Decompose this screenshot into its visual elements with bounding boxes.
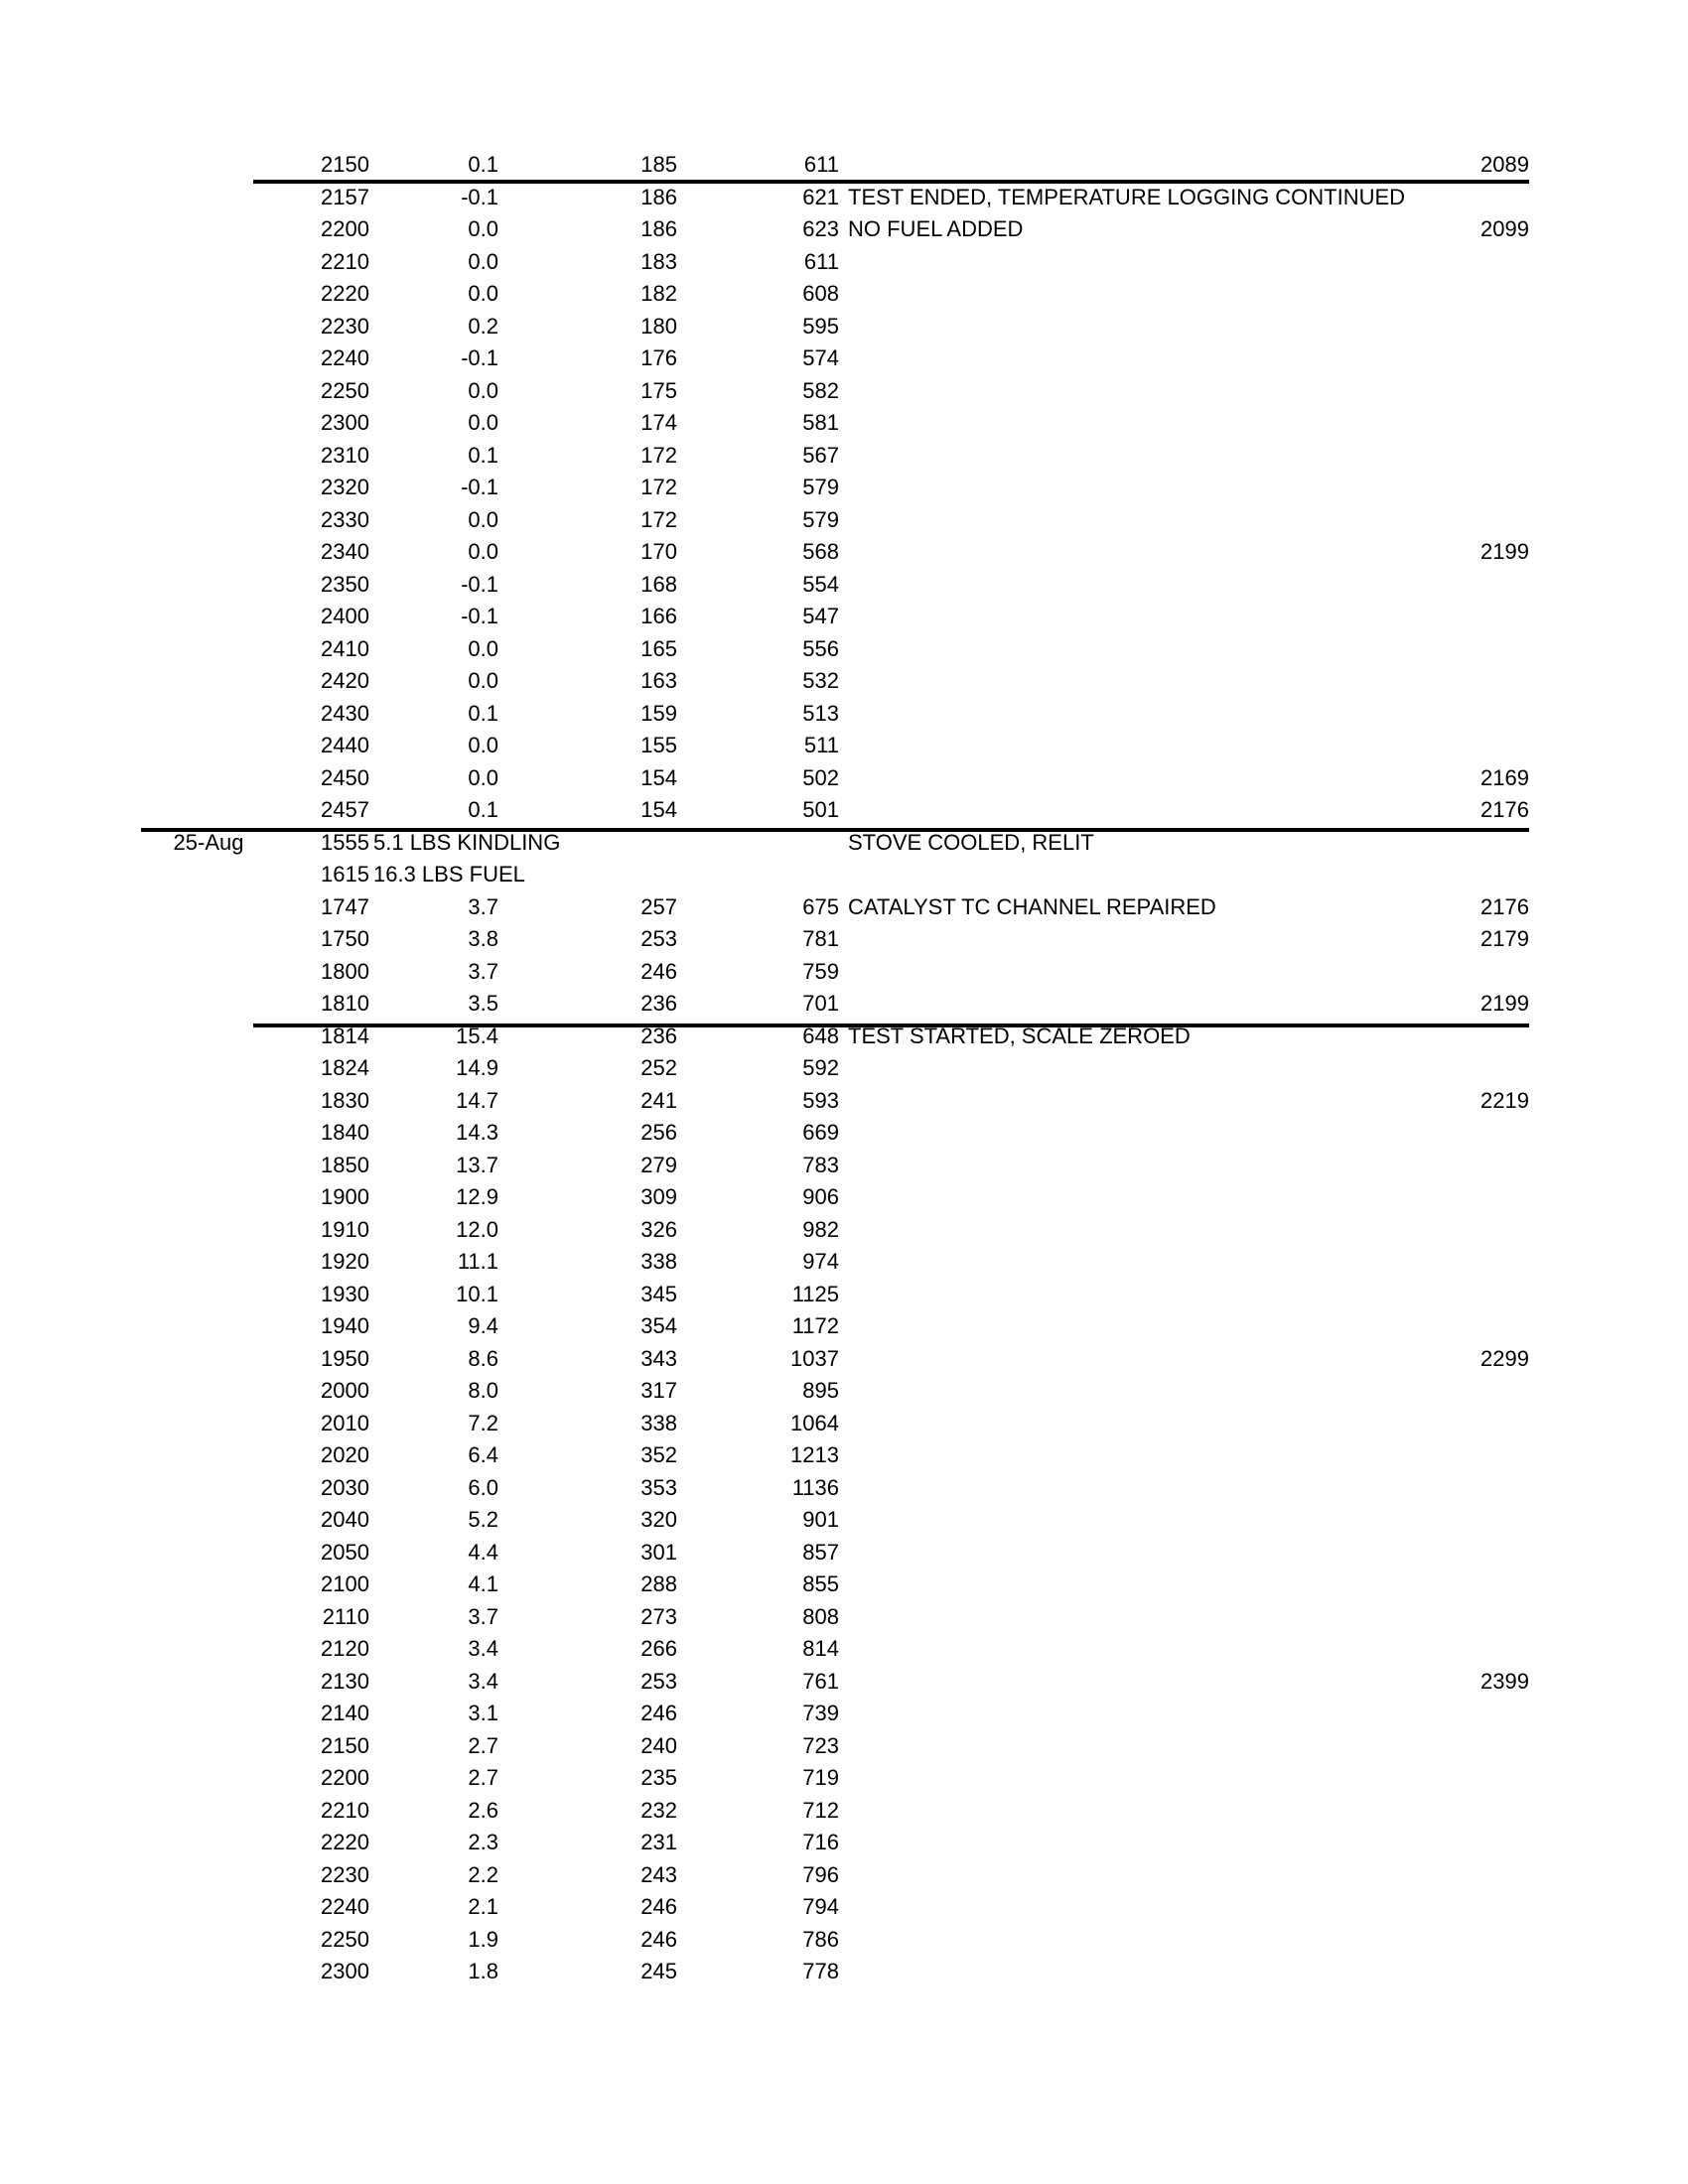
scale-weight-cell: 0.0 [468, 281, 498, 306]
catalyst-temp-cell: 675 [802, 893, 839, 919]
stack-temp-cell: 253 [640, 926, 677, 951]
time-cell: 2340 [321, 539, 369, 564]
table-row [0, 1537, 1688, 1570]
time-cell: 2240 [321, 345, 369, 370]
time-cell: 2230 [321, 1861, 369, 1887]
table-row [0, 1569, 1688, 1601]
table-row [0, 1117, 1688, 1150]
table-row [0, 1052, 1688, 1085]
stack-temp-cell: 172 [640, 475, 677, 499]
table-row [0, 1504, 1688, 1537]
stack-temp-cell: 186 [640, 216, 677, 241]
time-cell: 1910 [321, 1216, 369, 1242]
note-cell: TEST ENDED, TEMPERATURE LOGGING CONTINUED [848, 184, 1406, 209]
time-cell: 1555 [321, 829, 369, 855]
time-cell: 2220 [321, 1830, 369, 1854]
table-row [0, 213, 1688, 246]
table-row [0, 1472, 1688, 1505]
catalyst-temp-cell: 1125 [791, 1281, 839, 1306]
table-row [0, 1279, 1688, 1311]
table-row [0, 1214, 1688, 1247]
room-value-cell: 2169 [1480, 764, 1529, 790]
table-row [0, 1666, 1688, 1699]
table-row [0, 472, 1688, 504]
catalyst-temp-cell: 592 [802, 1055, 839, 1080]
catalyst-temp-cell: 739 [802, 1701, 839, 1725]
stack-temp-cell: 185 [640, 152, 677, 177]
scale-weight-cell: 4.4 [468, 1539, 498, 1565]
scale-weight-cell: 3.5 [468, 991, 498, 1016]
comment-cell: 5.1 LBS KINDLING [373, 829, 561, 855]
stack-temp-cell: 186 [640, 184, 677, 209]
time-cell: 2400 [321, 604, 369, 628]
catalyst-temp-cell: 786 [802, 1926, 839, 1952]
stack-temp-cell: 166 [640, 604, 677, 628]
catalyst-temp-cell: 567 [802, 442, 839, 468]
note-cell: TEST STARTED, SCALE ZEROED [848, 1023, 1191, 1048]
time-cell: 2030 [321, 1474, 369, 1500]
scale-weight-cell: 11.1 [457, 1249, 498, 1274]
catalyst-temp-cell: 794 [802, 1894, 839, 1919]
scale-weight-cell: 13.7 [456, 1152, 498, 1177]
stack-temp-cell: 257 [640, 893, 677, 919]
catalyst-temp-cell: 579 [802, 475, 839, 499]
scale-weight-cell: 3.7 [468, 893, 498, 919]
table-row [0, 1085, 1688, 1118]
stack-temp-cell: 154 [640, 797, 677, 822]
time-cell: 2440 [321, 733, 369, 757]
stack-temp-cell: 170 [640, 539, 677, 564]
table-row [0, 1698, 1688, 1730]
table-row [0, 633, 1688, 666]
table-row [0, 342, 1688, 375]
scale-weight-cell: 0.1 [468, 700, 498, 726]
time-cell: 2450 [321, 764, 369, 790]
stack-temp-cell: 175 [640, 377, 677, 403]
catalyst-temp-cell: 855 [802, 1571, 839, 1596]
scale-weight-cell: -0.1 [461, 604, 498, 628]
time-cell: 2000 [321, 1378, 369, 1403]
room-value-cell: 2199 [1480, 539, 1529, 564]
catalyst-temp-cell: 595 [802, 313, 839, 339]
table-row [0, 827, 1688, 860]
stack-temp-cell: 165 [640, 635, 677, 661]
stack-temp-cell: 343 [640, 1345, 677, 1371]
catalyst-temp-cell: 547 [802, 604, 839, 628]
table-row [0, 1956, 1688, 1988]
scale-weight-cell: 0.0 [468, 733, 498, 757]
time-cell: 1615 [321, 862, 369, 887]
catalyst-temp-cell: 511 [803, 733, 839, 757]
stack-temp-cell: 246 [640, 1701, 677, 1725]
table-row [0, 1181, 1688, 1214]
scale-weight-cell: 3.1 [468, 1701, 498, 1725]
stack-temp-cell: 232 [640, 1797, 677, 1823]
table-row [0, 1150, 1688, 1182]
catalyst-temp-cell: 554 [802, 571, 839, 597]
table-row [0, 1343, 1688, 1376]
stack-temp-cell: 168 [640, 571, 677, 597]
time-cell: 1930 [321, 1281, 369, 1306]
catalyst-temp-cell: 502 [802, 764, 839, 790]
scale-weight-cell: 5.2 [468, 1507, 498, 1532]
scale-weight-cell: 0.0 [468, 539, 498, 564]
time-cell: 2350 [321, 571, 369, 597]
stack-temp-cell: 352 [640, 1442, 677, 1467]
note-cell: CATALYST TC CHANNEL REPAIRED [848, 893, 1216, 919]
table-row [0, 1730, 1688, 1763]
stack-temp-cell: 246 [640, 1926, 677, 1952]
stack-temp-cell: 241 [640, 1087, 677, 1113]
time-cell: 1850 [321, 1152, 369, 1177]
stack-temp-cell: 338 [640, 1410, 677, 1435]
scale-weight-cell: -0.1 [461, 475, 498, 499]
note-cell: NO FUEL ADDED [848, 216, 1024, 241]
catalyst-temp-cell: 501 [802, 797, 839, 822]
table-row [0, 182, 1688, 214]
catalyst-temp-cell: 582 [802, 377, 839, 403]
table-row [0, 794, 1688, 827]
scale-weight-cell: 14.3 [456, 1120, 498, 1145]
scale-weight-cell: 1.9 [468, 1926, 498, 1952]
scale-weight-cell: 2.6 [468, 1797, 498, 1823]
time-cell: 2210 [321, 248, 369, 274]
room-value-cell: 2089 [1480, 152, 1529, 177]
catalyst-temp-cell: 579 [802, 506, 839, 532]
time-cell: 2410 [321, 635, 369, 661]
table-row [0, 440, 1688, 473]
scale-weight-cell: -0.1 [461, 571, 498, 597]
catalyst-temp-cell: 513 [802, 700, 839, 726]
table-row [0, 1246, 1688, 1279]
table-row [0, 1408, 1688, 1440]
stack-temp-cell: 236 [640, 991, 677, 1016]
stack-temp-cell: 245 [640, 1959, 677, 1983]
time-cell: 2130 [321, 1668, 369, 1694]
stack-temp-cell: 288 [640, 1571, 677, 1596]
catalyst-temp-cell: 906 [802, 1184, 839, 1209]
catalyst-temp-cell: 796 [802, 1861, 839, 1887]
stack-temp-cell: 155 [640, 733, 677, 757]
note-cell: STOVE COOLED, RELIT [848, 829, 1094, 855]
stack-temp-cell: 301 [640, 1539, 677, 1565]
catalyst-temp-cell: 778 [802, 1959, 839, 1983]
scale-weight-cell: 14.9 [456, 1055, 498, 1080]
table-row [0, 1795, 1688, 1828]
time-cell: 1900 [321, 1184, 369, 1209]
catalyst-temp-cell: 648 [802, 1023, 839, 1048]
scale-weight-cell: 8.6 [468, 1345, 498, 1371]
time-cell: 2430 [321, 700, 369, 726]
scale-weight-cell: 0.0 [468, 764, 498, 790]
time-cell: 2140 [321, 1701, 369, 1725]
catalyst-temp-cell: 701 [802, 991, 839, 1016]
scale-weight-cell: 6.0 [468, 1474, 498, 1500]
table-row [0, 536, 1688, 569]
room-value-cell: 2219 [1480, 1087, 1529, 1113]
catalyst-temp-cell: 974 [802, 1249, 839, 1274]
catalyst-temp-cell: 611 [803, 152, 839, 177]
time-cell: 2120 [321, 1636, 369, 1661]
stack-temp-cell: 176 [640, 345, 677, 370]
room-value-cell: 2176 [1480, 797, 1529, 822]
table-row [0, 1762, 1688, 1795]
catalyst-temp-cell: 608 [802, 281, 839, 306]
room-value-cell: 2299 [1480, 1345, 1529, 1371]
scale-weight-cell: 0.1 [468, 797, 498, 822]
table-row [0, 730, 1688, 762]
date-cell: 25-Aug [173, 829, 244, 855]
stack-temp-cell: 159 [640, 700, 677, 726]
stack-temp-cell: 326 [640, 1216, 677, 1242]
catalyst-temp-cell: 593 [802, 1087, 839, 1113]
time-cell: 2040 [321, 1507, 369, 1532]
catalyst-temp-cell: 623 [802, 216, 839, 241]
catalyst-temp-cell: 719 [802, 1765, 839, 1790]
stack-temp-cell: 354 [640, 1313, 677, 1338]
stack-temp-cell: 183 [640, 248, 677, 274]
scale-weight-cell: 4.1 [468, 1571, 498, 1596]
scale-weight-cell: 6.4 [468, 1442, 498, 1467]
catalyst-temp-cell: 556 [802, 635, 839, 661]
table-row [0, 859, 1688, 891]
stack-temp-cell: 231 [640, 1830, 677, 1854]
catalyst-temp-cell: 1037 [790, 1345, 839, 1371]
time-cell: 2220 [321, 281, 369, 306]
table-row [0, 149, 1688, 182]
table-row [0, 1924, 1688, 1957]
time-cell: 2230 [321, 313, 369, 339]
scale-weight-cell: 0.0 [468, 248, 498, 274]
time-cell: 2310 [321, 442, 369, 468]
room-value-cell: 2199 [1480, 991, 1529, 1016]
catalyst-temp-cell: 1064 [790, 1410, 839, 1435]
stack-temp-cell: 320 [640, 1507, 677, 1532]
stack-temp-cell: 338 [640, 1249, 677, 1274]
catalyst-temp-cell: 761 [802, 1668, 839, 1694]
table-row [0, 923, 1688, 956]
time-cell: 2457 [321, 797, 369, 822]
table-row [0, 311, 1688, 343]
stack-temp-cell: 240 [640, 1732, 677, 1758]
scale-weight-cell: 3.8 [468, 926, 498, 951]
time-cell: 2050 [321, 1539, 369, 1565]
table-row [0, 1859, 1688, 1892]
catalyst-temp-cell: 814 [802, 1636, 839, 1661]
stack-temp-cell: 182 [640, 281, 677, 306]
stack-temp-cell: 309 [640, 1184, 677, 1209]
catalyst-temp-cell: 1136 [791, 1474, 839, 1500]
table-row [0, 988, 1688, 1021]
room-value-cell: 2176 [1480, 893, 1529, 919]
time-cell: 1920 [321, 1249, 369, 1274]
table-row [0, 1439, 1688, 1472]
comment-cell: 16.3 LBS FUEL [373, 862, 525, 887]
catalyst-temp-cell: 581 [802, 410, 839, 435]
scale-weight-cell: 2.3 [468, 1830, 498, 1854]
time-cell: 1814 [321, 1023, 369, 1048]
scale-weight-cell: 0.0 [468, 506, 498, 532]
catalyst-temp-cell: 783 [802, 1152, 839, 1177]
time-cell: 1750 [321, 926, 369, 951]
time-cell: 1950 [321, 1345, 369, 1371]
catalyst-temp-cell: 621 [802, 184, 839, 209]
room-value-cell: 2099 [1480, 216, 1529, 241]
time-cell: 1747 [321, 893, 369, 919]
stack-temp-cell: 174 [640, 410, 677, 435]
stack-temp-cell: 253 [640, 1668, 677, 1694]
stack-temp-cell: 273 [640, 1603, 677, 1629]
catalyst-temp-cell: 1172 [791, 1313, 839, 1338]
table-row [0, 891, 1688, 924]
time-cell: 2300 [321, 410, 369, 435]
scale-weight-cell: 0.1 [468, 152, 498, 177]
stack-temp-cell: 243 [640, 1861, 677, 1887]
time-cell: 2150 [321, 152, 369, 177]
catalyst-temp-cell: 857 [802, 1539, 839, 1565]
time-cell: 1824 [321, 1055, 369, 1080]
stack-temp-cell: 353 [640, 1474, 677, 1500]
catalyst-temp-cell: 716 [802, 1830, 839, 1854]
time-cell: 2420 [321, 668, 369, 693]
table-row [0, 1375, 1688, 1408]
catalyst-temp-cell: 611 [803, 248, 839, 274]
catalyst-temp-cell: 532 [802, 668, 839, 693]
scale-weight-cell: -0.1 [461, 345, 498, 370]
time-cell: 2200 [321, 1765, 369, 1790]
table-row [0, 504, 1688, 537]
scale-weight-cell: 0.0 [468, 377, 498, 403]
time-cell: 1800 [321, 958, 369, 984]
room-value-cell: 2399 [1480, 1668, 1529, 1694]
scale-weight-cell: 3.7 [468, 1603, 498, 1629]
stack-temp-cell: 279 [640, 1152, 677, 1177]
time-cell: 1810 [321, 991, 369, 1016]
scale-weight-cell: 2.1 [468, 1894, 498, 1919]
stack-temp-cell: 163 [640, 668, 677, 693]
time-cell: 2250 [321, 1926, 369, 1952]
scale-weight-cell: 15.4 [456, 1023, 498, 1048]
catalyst-temp-cell: 895 [802, 1378, 839, 1403]
catalyst-temp-cell: 1213 [790, 1442, 839, 1467]
time-cell: 2200 [321, 216, 369, 241]
scale-weight-cell: 12.9 [456, 1184, 498, 1209]
stack-temp-cell: 235 [640, 1765, 677, 1790]
scale-weight-cell: 3.7 [468, 958, 498, 984]
time-cell: 2300 [321, 1959, 369, 1983]
scale-weight-cell: 9.4 [468, 1313, 498, 1338]
scale-weight-cell: -0.1 [461, 184, 498, 209]
scale-weight-cell: 0.0 [468, 410, 498, 435]
scale-weight-cell: 1.8 [468, 1959, 498, 1983]
table-row [0, 1827, 1688, 1859]
scale-weight-cell: 0.0 [468, 635, 498, 661]
stack-temp-cell: 172 [640, 442, 677, 468]
scale-weight-cell: 0.0 [468, 216, 498, 241]
table-row [0, 665, 1688, 698]
table-row [0, 1891, 1688, 1924]
table-row [0, 601, 1688, 633]
scale-weight-cell: 10.1 [456, 1281, 498, 1306]
time-cell: 2210 [321, 1797, 369, 1823]
stack-temp-cell: 172 [640, 506, 677, 532]
table-row [0, 278, 1688, 311]
table-row [0, 956, 1688, 989]
scale-weight-cell: 3.4 [468, 1668, 498, 1694]
time-cell: 1830 [321, 1087, 369, 1113]
scale-weight-cell: 2.7 [468, 1765, 498, 1790]
scale-weight-cell: 3.4 [468, 1636, 498, 1661]
catalyst-temp-cell: 759 [802, 958, 839, 984]
table-row [0, 569, 1688, 602]
stack-temp-cell: 317 [640, 1378, 677, 1403]
time-cell: 2020 [321, 1442, 369, 1467]
stack-temp-cell: 236 [640, 1023, 677, 1048]
table-row [0, 698, 1688, 731]
scale-weight-cell: 2.2 [468, 1861, 498, 1887]
time-cell: 2110 [322, 1603, 369, 1629]
table-row [0, 1310, 1688, 1343]
room-value-cell: 2179 [1480, 926, 1529, 951]
catalyst-temp-cell: 808 [802, 1603, 839, 1629]
scale-weight-cell: 7.2 [468, 1410, 498, 1435]
table-row [0, 407, 1688, 440]
catalyst-temp-cell: 568 [802, 539, 839, 564]
time-cell: 2100 [321, 1571, 369, 1596]
stack-temp-cell: 180 [640, 313, 677, 339]
table-row [0, 762, 1688, 795]
catalyst-temp-cell: 982 [802, 1216, 839, 1242]
table-row [0, 375, 1688, 408]
scale-weight-cell: 0.0 [468, 668, 498, 693]
time-cell: 2150 [321, 1732, 369, 1758]
time-cell: 2157 [321, 184, 369, 209]
scale-weight-cell: 0.2 [468, 313, 498, 339]
scale-weight-cell: 8.0 [468, 1378, 498, 1403]
time-cell: 1940 [321, 1313, 369, 1338]
scale-weight-cell: 12.0 [456, 1216, 498, 1242]
stack-temp-cell: 246 [640, 958, 677, 984]
catalyst-temp-cell: 712 [802, 1797, 839, 1823]
stack-temp-cell: 246 [640, 1894, 677, 1919]
catalyst-temp-cell: 901 [802, 1507, 839, 1532]
time-cell: 2320 [321, 475, 369, 499]
time-cell: 2010 [321, 1410, 369, 1435]
stack-temp-cell: 345 [640, 1281, 677, 1306]
catalyst-temp-cell: 574 [802, 345, 839, 370]
stack-temp-cell: 266 [640, 1636, 677, 1661]
time-cell: 2330 [321, 506, 369, 532]
time-cell: 1840 [321, 1120, 369, 1145]
table-row [0, 1601, 1688, 1634]
stack-temp-cell: 154 [640, 764, 677, 790]
scale-weight-cell: 2.7 [468, 1732, 498, 1758]
stack-temp-cell: 252 [640, 1055, 677, 1080]
catalyst-temp-cell: 723 [802, 1732, 839, 1758]
scale-weight-cell: 0.1 [468, 442, 498, 468]
scale-weight-cell: 14.7 [456, 1087, 498, 1113]
stack-temp-cell: 256 [640, 1120, 677, 1145]
table-row [0, 1633, 1688, 1666]
catalyst-temp-cell: 781 [802, 926, 839, 951]
table-row [0, 246, 1688, 279]
catalyst-temp-cell: 669 [802, 1120, 839, 1145]
time-cell: 2250 [321, 377, 369, 403]
time-cell: 2240 [321, 1894, 369, 1919]
table-row [0, 1021, 1688, 1053]
